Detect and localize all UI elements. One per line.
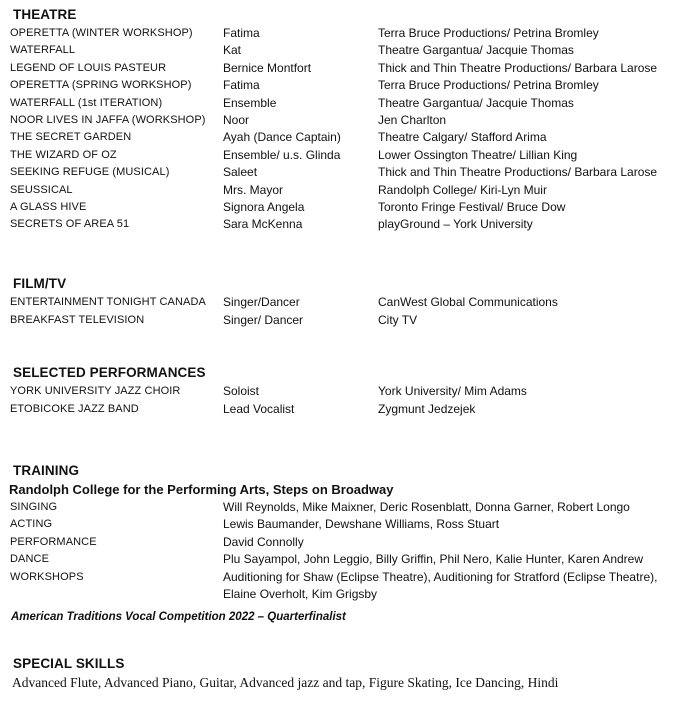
role-name: Fatima xyxy=(223,78,260,93)
training-row xyxy=(0,586,696,603)
credit-row xyxy=(0,182,696,199)
role-name: Ensemble xyxy=(223,95,277,110)
credit-row xyxy=(0,199,696,216)
training-category: PERFORMANCE xyxy=(10,535,97,548)
role-name: Ensemble/ u.s. Glinda xyxy=(223,147,341,162)
credit-row xyxy=(0,95,696,112)
training-row xyxy=(0,551,696,568)
production-title: A GLASS HIVE xyxy=(10,201,87,213)
production-title: NOOR LIVES IN JAFFA (WORKSHOP) xyxy=(10,114,206,126)
company-director: Lower Ossington Theatre/ Lillian King xyxy=(378,147,578,162)
credit-row xyxy=(0,401,696,418)
training-details: Elaine Overholt, Kim Grigsby xyxy=(223,587,378,601)
training-row xyxy=(0,534,696,551)
production-title: OPERETTA (WINTER WORKSHOP) xyxy=(10,27,193,39)
training-row xyxy=(0,499,696,516)
section-heading-training: TRAINING xyxy=(13,463,80,478)
company-director: Randolph College/ Kiri-Lyn Muir xyxy=(378,182,547,197)
production-title: YORK UNIVERSITY JAZZ CHOIR xyxy=(10,385,181,397)
company-director: Theatre Gargantua/ Jacquie Thomas xyxy=(378,95,574,110)
company-director: Toronto Fringe Festival/ Bruce Dow xyxy=(378,200,566,214)
credit-row xyxy=(0,164,696,181)
training-details: Auditioning for Shaw (Eclipse Theatre), Auditioning for Stratford (Eclipse Theatre), xyxy=(223,569,658,584)
credit-row xyxy=(0,77,696,94)
training-details: David Connolly xyxy=(223,534,304,549)
role-name: Soloist xyxy=(223,384,260,398)
role-name: Kat xyxy=(223,43,242,58)
section-heading-film-tv: FILM/TV xyxy=(13,276,67,291)
company-director: Terra Bruce Productions/ Petrina Bromley xyxy=(378,78,599,93)
training-details: Lewis Baumander, Dewshane Williams, Ross Stuart xyxy=(223,517,500,532)
company-director: Terra Bruce Productions/ Petrina Bromley xyxy=(378,26,599,40)
production-title: LEGEND OF LOUIS PASTEUR xyxy=(10,61,167,74)
role-name: Singer/Dancer xyxy=(223,295,300,309)
role-name: Singer/ Dancer xyxy=(223,313,304,327)
company-director: York University/ Mim Adams xyxy=(378,384,527,398)
role-name: Sara McKenna xyxy=(223,217,303,232)
production-title: ENTERTAINMENT TONIGHT CANADA xyxy=(10,296,206,308)
credit-row xyxy=(0,147,696,164)
special-skills-text: Advanced Flute, Advanced Piano, Guitar, Advanced jazz and tap, Figure Skating, Ice Dancing, Hindi xyxy=(12,675,559,690)
company-director: playGround – York University xyxy=(378,217,533,232)
credit-row xyxy=(0,129,696,146)
company-director: City TV xyxy=(378,313,418,327)
role-name: Bernice Montfort xyxy=(223,60,312,75)
role-name: Fatima xyxy=(223,26,260,40)
credit-row xyxy=(0,60,696,77)
credit-row xyxy=(0,112,696,129)
production-title: BREAKFAST TELEVISION xyxy=(10,314,145,326)
training-category: WORKSHOPS xyxy=(10,570,84,583)
company-director: Thick and Thin Theatre Productions/ Barbara Larose xyxy=(378,165,658,180)
company-director: Zygmunt Jedzejek xyxy=(378,402,476,416)
production-title: THE SECRET GARDEN xyxy=(10,131,132,144)
production-title: THE WIZARD OF OZ xyxy=(10,148,117,161)
role-name: Lead Vocalist xyxy=(223,402,295,416)
company-director: Jen Charlton xyxy=(378,113,447,127)
credit-row xyxy=(0,216,696,233)
training-details: Will Reynolds, Mike Maixner, Deric Rosenblatt, Donna Garner, Robert Longo xyxy=(223,500,630,514)
production-title: WATERFALL (1st ITERATION) xyxy=(10,96,163,109)
company-director: Thick and Thin Theatre Productions/ Barbara Larose xyxy=(378,60,658,75)
credit-row xyxy=(0,25,696,42)
section-heading-special-skills: SPECIAL SKILLS xyxy=(13,656,125,671)
training-category: ACTING xyxy=(10,518,53,531)
role-name: Mrs. Mayor xyxy=(223,182,283,197)
credit-row xyxy=(0,383,696,400)
company-director: Theatre Calgary/ Stafford Arima xyxy=(378,130,547,145)
role-name: Noor xyxy=(223,113,250,127)
training-row xyxy=(0,516,696,533)
section-heading-performances: SELECTED PERFORMANCES xyxy=(13,365,206,380)
award-line: American Traditions Vocal Competition 2022 – Quarterfinalist xyxy=(11,611,346,623)
credit-row xyxy=(0,312,696,329)
section-heading-theatre: THEATRE xyxy=(13,7,77,22)
production-title: SEEKING REFUGE (MUSICAL) xyxy=(10,166,170,179)
company-director: Theatre Gargantua/ Jacquie Thomas xyxy=(378,43,574,58)
credit-row xyxy=(0,42,696,59)
credit-row xyxy=(0,294,696,311)
production-title: ETOBICOKE JAZZ BAND xyxy=(10,403,139,415)
production-title: WATERFALL xyxy=(10,44,76,57)
production-title: OPERETTA (SPRING WORKSHOP) xyxy=(10,79,192,92)
company-director: CanWest Global Communications xyxy=(378,295,558,309)
training-row xyxy=(0,569,696,586)
role-name: Ayah (Dance Captain) xyxy=(223,130,341,145)
training-category: SINGING xyxy=(10,501,58,513)
training-schools: Randolph College for the Performing Arts, Steps on Broadway xyxy=(9,482,394,497)
training-category: DANCE xyxy=(10,553,50,566)
training-details: Plu Sayampol, John Leggio, Billy Griffin, Phil Nero, Kalie Hunter, Karen Andrew xyxy=(223,552,643,567)
production-title: SECRETS OF AREA 51 xyxy=(10,218,130,231)
role-name: Signora Angela xyxy=(223,200,305,214)
production-title: SEUSSICAL xyxy=(10,183,73,196)
role-name: Saleet xyxy=(223,165,258,180)
